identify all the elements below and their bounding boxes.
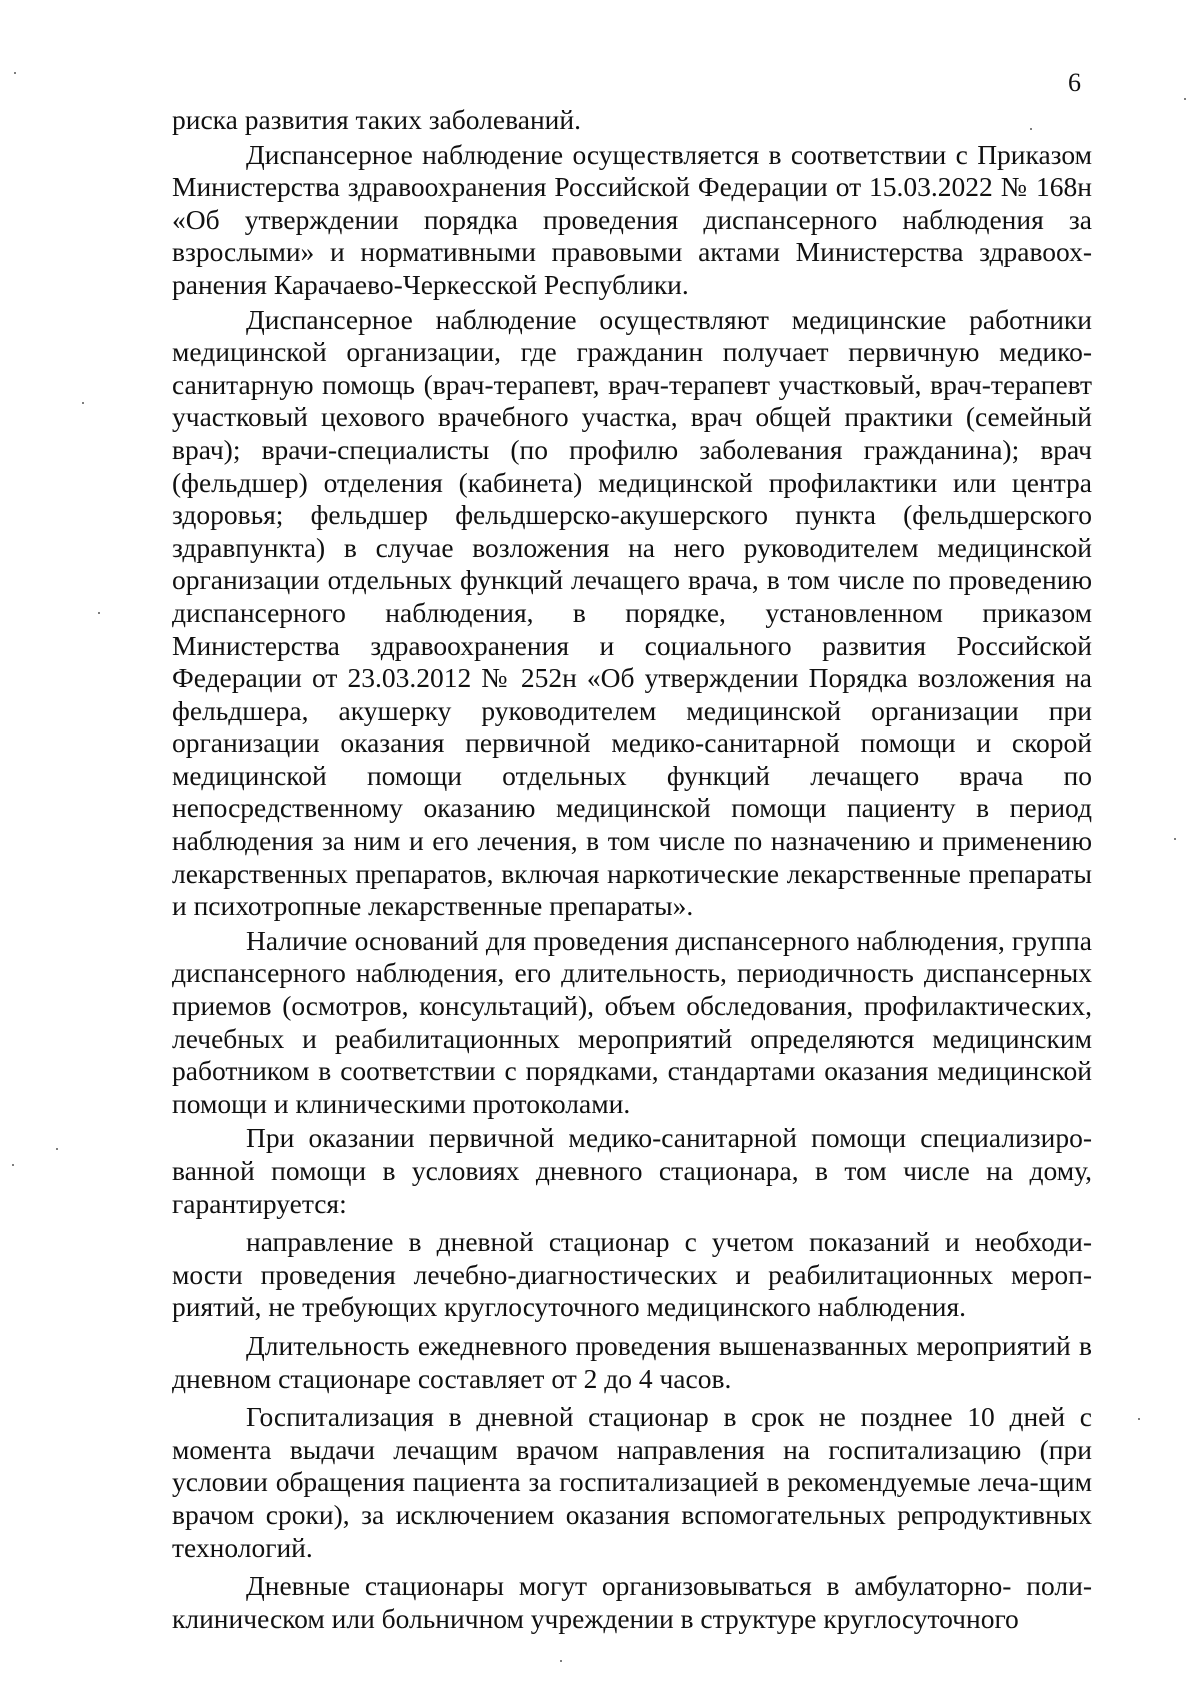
scan-speck: [12, 1164, 14, 1166]
paragraph-5: При оказании первичной медико-санитарной помощи специализиро-ванной помощи в условиях дневного стационара, в том числе на дому, гарантируется:: [172, 1122, 1092, 1219]
paragraph-9: Дневные стационары могут организовываться в амбулаторно- поли-клиническом или больничном учреждении в структуре круглосуточного: [172, 1570, 1092, 1634]
paragraph-4: Наличие оснований для проведения диспансерного наблюдения, группа диспансерного наблюдения, его длительность, периодичность диспансерных приемов (осмотров, консультаций), объем обследования, профилактических, лечебных и реабилитационных мероприятий определяются медицинским работником в соответствии с порядками, стандартами оказания медицинской помощи и клиническими протоколами.: [172, 924, 1092, 1119]
scan-speck: [1030, 128, 1032, 130]
scan-speck: [1138, 1418, 1140, 1420]
scan-speck: [98, 612, 100, 614]
paragraph-6: направление в дневной стационар с учетом показаний и необходи-мости проведения лечебно-диагностических и реабилитационных мероп-риятий, не требующих круглосуточного медицинского наблюдения.: [172, 1226, 1092, 1323]
scan-speck: [56, 1148, 58, 1150]
scan-speck: [82, 402, 84, 404]
scan-speck: [14, 72, 16, 74]
document-body: [172, 104, 1092, 1637]
paragraph-2: Диспансерное наблюдение осуществляется в соответствии с Приказом Министерства здравоохранения Российской Федерации от 15.03.2022 № 168н «Об утверждении порядка проведения диспансерного наблюдения за взрослыми» и нормативными правовыми актами Министерства здравоох-ранения Карачаево-Черкесской Республики.: [172, 138, 1092, 300]
paragraph-8: Госпитализация в дневной стационар в срок не позднее 10 дней с момента выдачи лечащим врачом направления на госпитализацию (при условии обращения пациента за госпитализацией в рекомендуемые леча-щим врачом сроки), за исключением оказания вспомогательных репродуктивных технологий.: [172, 1401, 1092, 1563]
page-number: 6: [1068, 68, 1081, 97]
scan-speck: [1184, 98, 1186, 100]
paragraph-7: Длительность ежедневного проведения вышеназванных мероприятий в дневном стационаре составляет от 2 до 4 часов.: [172, 1329, 1092, 1394]
paragraph-1: риска развития таких заболеваний.: [172, 104, 581, 135]
scan-speck: [1174, 838, 1176, 840]
scan-speck: [560, 1660, 562, 1662]
paragraph-3: Диспансерное наблюдение осуществляют медицинские работники медицинской организации, где гражданин получает первичную медико-санитарную помощь (врач-терапевт, врач-терапевт участковый, врач-терапевт участковый цехового врачебного участка, врач общей практики (семейный врач); врачи-специалисты (по профилю заболевания гражданина); врач (фельдшер) отделения (кабинета) медицинской профилактики или центра здоровья; фельдшер фельдшерско-акушерского пункта (фельдшерского здравпункта) в случае возложения на него руководителем медицинской организации отдельных функций лечащего врача, в том числе по проведению диспансерного наблюдения, в порядке, установленном приказом Министерства здравоохранения и социального развития Российской Федерации от 23.03.2012 № 252н «Об утверждении Порядка возложения на фельдшера, акушерку руководителем медицинской организации при организации оказания первичной медико-санитарной помощи и скорой медицинской помощи отдельных функций лечащего врача по непосредственному оказанию медицинской помощи пациенту в период наблюдения за ним и его лечения, в том числе по назначению и применению лекарственных препаратов, включая наркотические лекарственные препараты и психотропные лекарственные препараты».: [172, 303, 1092, 922]
